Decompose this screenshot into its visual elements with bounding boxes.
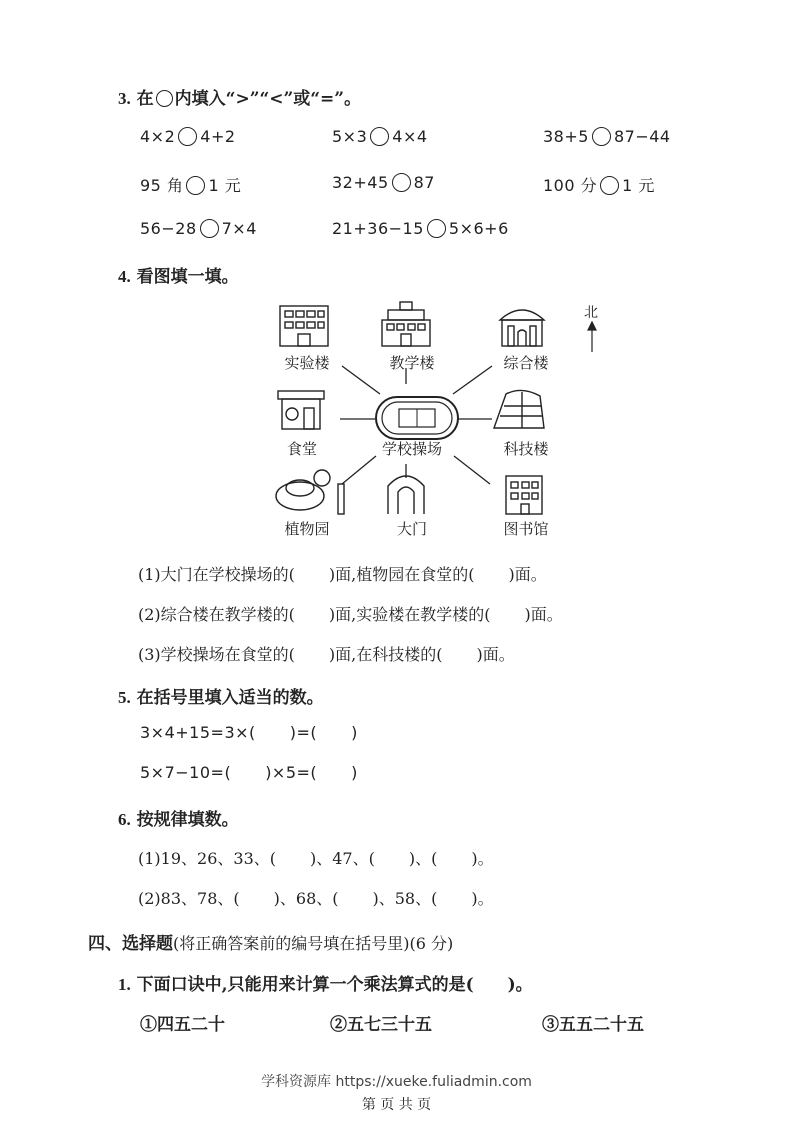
field-icon	[376, 397, 458, 439]
campus-map	[260, 296, 620, 546]
q3-item-6: 100 分 1 元	[543, 176, 655, 195]
teaching-building-icon	[382, 302, 430, 346]
q4-title	[118, 262, 239, 287]
q3-item-5: 32+45 87	[332, 173, 435, 192]
q3-title-before: 在	[136, 89, 154, 109]
section-4-note: (将正确答案前的编号填在括号里)(6 分)	[173, 934, 454, 953]
gate-icon	[388, 476, 424, 514]
q3-number: 3.	[118, 89, 131, 108]
garden-icon	[276, 470, 344, 514]
complex-building-icon	[500, 310, 544, 346]
q6-line-1: (1)19、26、33、( )、47、( )、( )。	[138, 849, 494, 868]
page-number: 第 页 共 页	[361, 1097, 432, 1113]
watermark: 学科资源库 https://xueke.fuliadmin.com	[261, 1074, 532, 1090]
garden-label: 植物园	[284, 520, 330, 538]
north-arrow-icon	[588, 322, 596, 352]
gate-label: 大门	[396, 520, 427, 538]
answer-circle[interactable]	[178, 127, 197, 146]
q4-title-text: 看图填一填。	[136, 267, 239, 287]
q4-number: 4.	[118, 267, 131, 286]
library-label: 图书馆	[503, 520, 549, 538]
q3-title-after: 内填入“>”“<”或“=”。	[174, 89, 362, 109]
answer-circle[interactable]	[592, 127, 611, 146]
q5-title	[118, 683, 324, 708]
lab-building-icon	[280, 306, 328, 346]
north-label: 北	[584, 305, 598, 321]
q4-sub-3: (3)学校操场在食堂的( )面,在科技楼的( )面。	[138, 645, 515, 664]
q5-number: 5.	[118, 688, 131, 707]
q3-item-8: 21+36−15 5×6+6	[332, 219, 509, 238]
q5-title-text: 在括号里填入适当的数。	[136, 688, 324, 708]
q3-item-1: 4×2 4+2	[140, 127, 236, 146]
q5-line-2: 5×7−10=( )×5=( )	[140, 763, 358, 782]
answer-circle[interactable]	[200, 219, 219, 238]
teaching-label: 教学楼	[389, 354, 435, 372]
map-connectors	[340, 366, 492, 484]
answer-circle[interactable]	[370, 127, 389, 146]
tech-label: 科技楼	[503, 440, 549, 458]
library-icon	[506, 476, 542, 514]
q3-item-7: 56−28 7×4	[140, 219, 257, 238]
q4-sub-1: (1)大门在学校操场的( )面,植物园在食堂的( )面。	[138, 565, 547, 584]
q4-sub-2: (2)综合楼在教学楼的( )面,实验楼在教学楼的( )面。	[138, 605, 563, 624]
section-4-heading	[88, 929, 453, 954]
field-label: 学校操场	[381, 440, 442, 458]
q6-line-2: (2)83、78、( )、68、( )、58、( )。	[138, 889, 494, 908]
choice-1-option-2[interactable]: ②五七三十五	[330, 1015, 432, 1035]
canteen-label: 食堂	[286, 440, 317, 458]
q3-item-2: 5×3 4×4	[332, 127, 428, 146]
choice-1-number: 1.	[118, 975, 131, 994]
answer-circle[interactable]	[392, 173, 411, 192]
q6-title-text: 按规律填数。	[136, 810, 239, 830]
choice-1-stem: 1. 下面口诀中,只能用来计算一个乘法算式的是( )。	[118, 975, 533, 995]
q6-number: 6.	[118, 810, 131, 829]
tech-building-icon	[494, 390, 544, 428]
circle-icon	[156, 90, 173, 107]
q6-title	[118, 805, 239, 830]
choice-1-option-1[interactable]: ①四五二十	[140, 1015, 225, 1035]
answer-circle[interactable]	[186, 176, 205, 195]
canteen-icon	[278, 391, 324, 429]
q3-item-4: 95 角 1 元	[140, 176, 242, 195]
answer-circle[interactable]	[600, 176, 619, 195]
section-4-title: 四、选择题	[88, 934, 173, 954]
q3-item-3: 38+5 87−44	[543, 127, 671, 146]
complex-label: 综合楼	[503, 354, 549, 372]
q5-line-1: 3×4+15=3×( )=( )	[140, 723, 358, 742]
q3-title	[118, 84, 361, 109]
choice-1-option-3[interactable]: ③五五二十五	[542, 1015, 644, 1035]
answer-circle[interactable]	[427, 219, 446, 238]
lab-label: 实验楼	[284, 354, 330, 372]
